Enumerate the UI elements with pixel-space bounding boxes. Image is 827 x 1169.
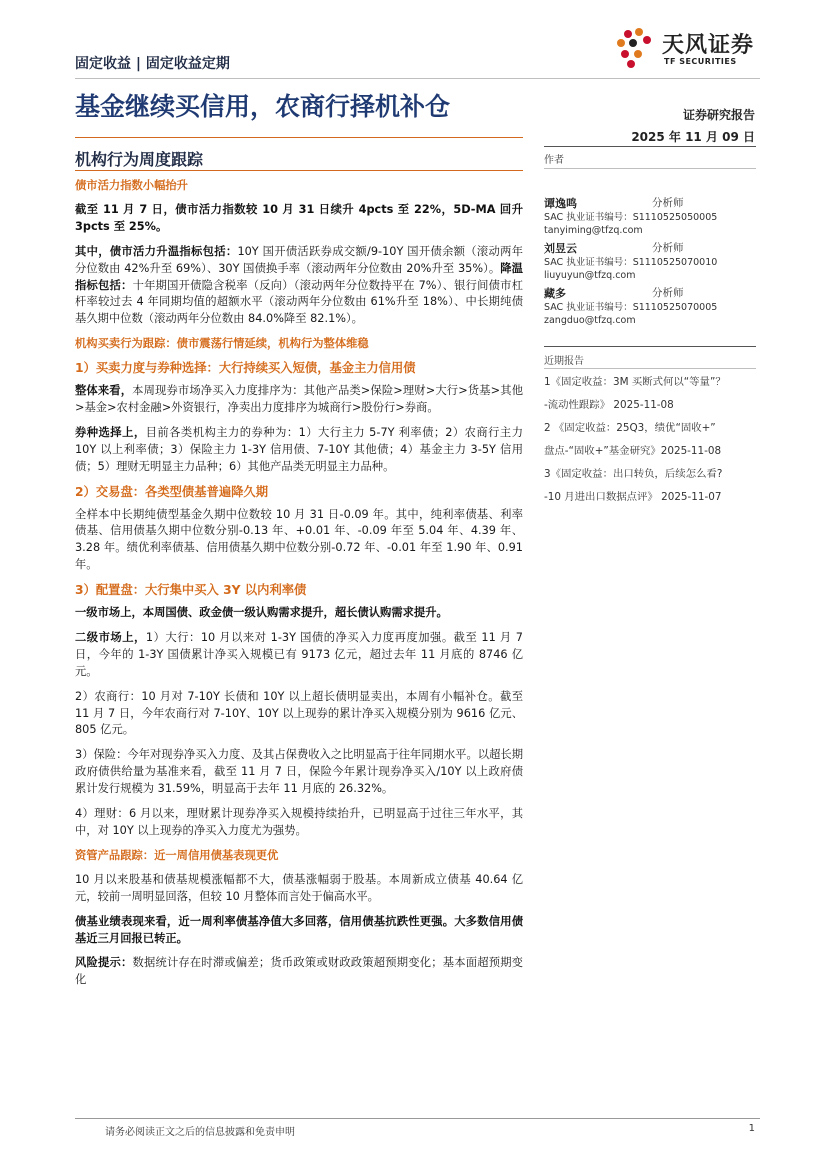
subsection-heading: 1）买卖力度与券种选择：大行持续买入短债，基金主力信用债 bbox=[75, 361, 416, 376]
paragraph: 一级市场上，本周国债、政金债一级认购需求提升，超长债认购需求提升。 bbox=[75, 606, 448, 620]
analyst-email[interactable]: zangduo@tfzq.com bbox=[544, 315, 636, 326]
logo-name: 天风证券 bbox=[662, 33, 755, 58]
authors-label: 作者 bbox=[544, 155, 564, 166]
paragraph: 3）保险：今年对现券净买入力度、及其占保费收入之比明显高于往年同期水平。以超长期政府债供给量为基准来看，截至 11 月 7 日，保险今年累计现券净买入/10Y 以上政府债累计发行规模为 31.59%，明显高于去年 11 月底的 26.32%。 bbox=[75, 748, 523, 796]
paragraph: 债基业绩表现来看，近一周利率债基净值大多回落，信用债基抗跌性更强。大多数信用债基近三月回报已转正。 bbox=[75, 914, 523, 945]
section-heading: 债市活力指数小幅抬升 bbox=[75, 179, 188, 192]
recent-report-link[interactable]: 2 《固定收益：25Q3，绩优“固收+” bbox=[544, 422, 716, 434]
section-heading: 机构买卖行为跟踪：债市震荡行情延续，机构行为整体维稳 bbox=[75, 337, 369, 351]
company-logo bbox=[612, 24, 762, 76]
footer-divider bbox=[75, 1118, 760, 1119]
recent-report-link[interactable]: 1《固定收益：3M 买断式何以“等量”？ bbox=[544, 376, 726, 388]
analyst-role: 分析师 bbox=[652, 287, 684, 299]
report-date: 2025 年 11 月 09 日 bbox=[631, 130, 755, 144]
report-subtitle: 机构行为周度跟踪 bbox=[75, 150, 204, 169]
title-divider bbox=[75, 137, 523, 138]
main-body bbox=[75, 178, 523, 997]
paragraph: 10 月以来股基和债基规模涨幅都不大，债基涨幅弱于股基。本周新成立债基 40.64 亿元，较前一周明显回落，但较 10 月整体而言处于偏高水平。 bbox=[75, 872, 523, 903]
recent-report-link[interactable]: 3《固定收益：出口转负，后续怎么看? bbox=[544, 468, 723, 480]
recent-reports-list bbox=[544, 371, 756, 509]
paragraph: 截至 11 月 7 日，债市活力指数较 10 月 31 日续升 4pcts 至 22%，5D-MA 回升 3pcts 至 25%。 bbox=[75, 202, 523, 233]
paragraph: 整体来看，本周现券市场净买入力度排序为：其他产品类>保险>理财>大行>货基>其他>基金>农村金融>外资银行，净卖出力度排序为城商行>股份行>券商。 bbox=[75, 384, 523, 414]
analyst-card bbox=[544, 240, 756, 282]
paragraph: 券种选择上，目前各类机构主力的券种为：1）大行主力 5-7Y 利率债；2）农商行主力 10Y 以上利率债；3）保险主力 1-3Y 信用债、7-10Y 其他债；4）基金主力 3-5Y 信用债；5）理财无明显主力品种；6）其他产品类无明显主力品种。 bbox=[75, 425, 523, 473]
paragraph: 全样本中长期纯债型基金久期中位数较 10 月 31 日-0.09 年。其中，纯利率债基、利率债基、信用债基久期中位数分别-0.13 年、+0.01 年、-0.09 年至 5.04 年、4.39 年、3.28 年。绩优利率债基、信用债基久期中位数分别-0.72 年、-0.01 年至 1.90 年、0.91 年。 bbox=[75, 507, 523, 572]
header-divider bbox=[75, 78, 760, 79]
recent-report-link[interactable]: 盘点-“固收+”基金研究》2025-11-08 bbox=[544, 445, 722, 457]
footer-disclaimer: 请务必阅读正文之后的信息披露和免责申明 bbox=[105, 1127, 295, 1138]
analyst-name: 谭逸鸣 bbox=[544, 197, 577, 210]
analyst-cert: SAC 执业证书编号：S1110525070005 bbox=[544, 302, 718, 313]
recent-report-link[interactable]: -流动性跟踪》 2025-11-08 bbox=[544, 399, 674, 411]
analyst-cert: SAC 执业证书编号：S1110525050005 bbox=[544, 212, 718, 223]
subsection-heading: 3）配置盘：大行集中买入 3Y 以内利率债 bbox=[75, 583, 307, 598]
analyst-cert: SAC 执业证书编号：S1110525070010 bbox=[544, 257, 718, 268]
analyst-card bbox=[544, 195, 756, 237]
risk-note: 风险提示：数据统计存在时滞或偏差；货币政策或财政政策超预期变化；基本面超预期变化 bbox=[75, 956, 523, 987]
subsection-heading: 2）交易盘：各类型债基普遍降久期 bbox=[75, 484, 269, 499]
page-number: 1 bbox=[748, 1123, 755, 1134]
report-category: 固定收益 | 固定收益定期 bbox=[75, 56, 230, 72]
recent-report-link[interactable]: -10 月进出口数据点评》 2025-11-07 bbox=[544, 491, 722, 503]
analyst-name: 刘昱云 bbox=[544, 242, 577, 255]
analyst-name: 藏多 bbox=[544, 287, 566, 300]
report-type: 证券研究报告 bbox=[682, 108, 755, 122]
logo-en: TF SECURITIES bbox=[664, 57, 737, 66]
analyst-email[interactable]: liuyuyun@tfzq.com bbox=[544, 270, 636, 281]
section-heading: 资管产品跟踪：近一周信用债基表现更优 bbox=[75, 848, 279, 862]
sidebar-divider-recent bbox=[544, 346, 756, 347]
paragraph: 2）农商行：10 月对 7-10Y 长债和 10Y 以上超长债明显卖出，本周有小幅补仓。截至 11 月 7 日，今年农商行对 7-10Y、10Y 以上现券的累计净买入规模分别为 9616 亿元、805 亿元。 bbox=[75, 689, 523, 737]
paragraph: 二级市场上，1）大行：10 月以来对 1-3Y 国债的净买入力度再度加强。截至 11 月 7 日，今年的 1-3Y 国债累计净买入规模已有 9173 亿元，超过去年 11 月底的 8746 亿元。 bbox=[75, 630, 523, 678]
report-headline: 基金继续买信用，农商行择机补仓 bbox=[75, 92, 451, 121]
analyst-role: 分析师 bbox=[652, 242, 684, 254]
sidebar-divider bbox=[544, 168, 756, 169]
paragraph: 其中，债市活力升温指标包括：10Y 国开债活跃券成交额/9-10Y 国开债余额（滚动两年分位数由 42%升至 69%）、30Y 国债换手率（滚动两年分位数由 20%升至 35%）。降温指标包括：十年期国开债隐含税率（反向）（滚动两年分位数持平在 7%）、银行间债市杠杆率较过去 4 年同期均值的超额水平（滚动两年分位数由 61%升至 18%）、中长期纯债基久期中位数（滚动两年分位数由 84.0%降至 82.1%）。 bbox=[75, 244, 523, 326]
analyst-card bbox=[544, 285, 756, 327]
sidebar-divider-top bbox=[544, 146, 756, 147]
sidebar-divider bbox=[544, 368, 756, 369]
recent-reports-label: 近期报告 bbox=[544, 356, 584, 367]
analyst-role: 分析师 bbox=[652, 197, 684, 209]
paragraph: 4）理财：6 月以来，理财累计现券净买入规模持续抬升，已明显高于过往三年水平，其中，对 10Y 以上现券的净买入力度尤为强势。 bbox=[75, 807, 523, 837]
logo-mark-icon bbox=[612, 26, 658, 72]
analyst-email[interactable]: tanyiming@tfzq.com bbox=[544, 225, 643, 236]
subtitle-divider bbox=[75, 170, 523, 171]
